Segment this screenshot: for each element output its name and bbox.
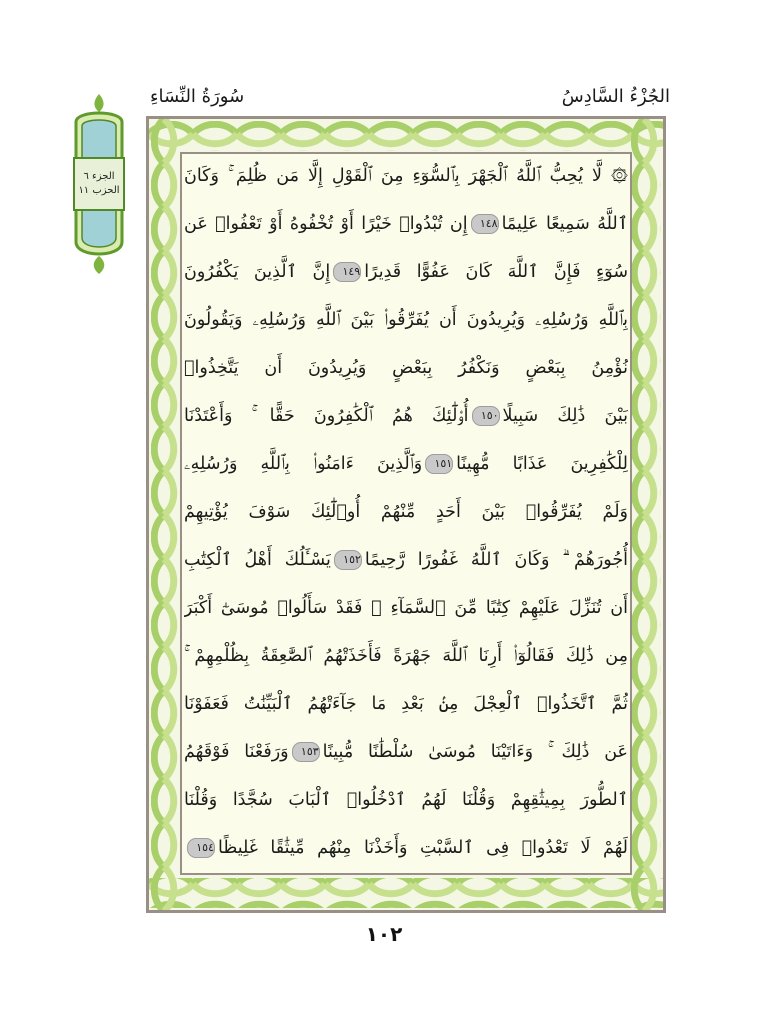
verse-line: [184, 296, 628, 344]
verse-text: بَيْنَ ذَٰلِكَ سَبِيلًا: [502, 406, 628, 426]
verse-text: وَرَفَعْنَا فَوْقَهُمُ: [184, 742, 289, 762]
verse-line: [184, 200, 628, 248]
verse-text: إِنَّ ٱلَّذِينَ يَكْفُرُونَ: [184, 262, 331, 282]
verse-text: بِٱللَّهِ وَرُسُلِهِۦ وَيُرِيدُونَ أَن يُفَرِّقُوا۟ بَيْنَ ٱللَّهِ وَرُسُلِهِۦ وَيَقُولُونَ: [184, 310, 628, 330]
hizb-label: الحزب ١١: [78, 185, 120, 196]
verse-line: [184, 536, 628, 584]
ayah-number-marker: ١٥٣: [292, 742, 320, 762]
verse-line: [184, 728, 628, 776]
page-number: ١٠٢: [365, 922, 403, 946]
verse-line: [184, 584, 628, 632]
verse-line: [184, 632, 628, 680]
verse-line: [184, 824, 628, 872]
verse-text: ٱلطُّورَ بِمِيثَٰقِهِمْ وَقُلْنَا لَهُمُ ٱدْخُلُوا۟ ٱلْبَابَ سُجَّدًا وَقُلْنَا: [184, 790, 628, 810]
verse-text: ثُمَّ ٱتَّخَذُوا۟ ٱلْعِجْلَ مِنۢ بَعْدِ مَا جَآءَتْهُمُ ٱلْبَيِّنَٰتُ فَعَفَوْنَا: [184, 694, 628, 714]
verse-text: أُجُورَهُمْ ۗ وَكَانَ ٱللَّهُ غَفُورًا رَّحِيمًا: [364, 550, 628, 570]
verse-line: [184, 344, 628, 392]
verse-text: أَن تُنَزِّلَ عَلَيْهِمْ كِتَٰبًا مِّنَ ٱلسَّمَآءِ ۚ فَقَدْ سَأَلُوا۟ مُوسَىٰٓ أَكْبَرَ: [184, 598, 628, 618]
verse-line: [184, 680, 628, 728]
verse-text: إِن تُبْدُوا۟ خَيْرًا أَوْ تُخْفُوهُ أَوْ تَعْفُوا۟ عَن: [184, 214, 468, 234]
verse-text: سُوٓءٍ فَإِنَّ ٱللَّهَ كَانَ عَفُوًّا قَدِيرًا: [364, 262, 628, 282]
verse-text: لَهُمْ لَا تَعْدُوا۟ فِى ٱلسَّبْتِ وَأَخَذْنَا مِنْهُم مِّيثَٰقًا غَلِيظًا: [218, 838, 628, 858]
verse-line: [184, 488, 628, 536]
verse-text: عَن ذَٰلِكَ ۚ وَءَاتَيْنَا مُوسَىٰ سُلْطَٰنًا مُّبِينًا: [322, 742, 628, 762]
ayah-number-marker: ١٥١: [425, 454, 453, 474]
verse-line: [184, 776, 628, 824]
juz-label: الجزء ٦: [83, 171, 115, 182]
verse-line: [184, 248, 628, 296]
juz-title: الجُزْءُ السَّادِسُ: [561, 86, 670, 107]
ayah-number-marker: ١٥٢: [334, 550, 362, 570]
verse-line: [184, 392, 628, 440]
verse-lines: [184, 152, 628, 872]
verse-text: ۞ لَّا يُحِبُّ ٱللَّهُ ٱلْجَهْرَ بِٱلسُّوٓءِ مِنَ ٱلْقَوْلِ إِلَّا مَن ظُلِمَ ۚ وَكَانَ: [184, 166, 628, 186]
verse-text: وَٱلَّذِينَ ءَامَنُوا۟ بِٱللَّهِ وَرُسُلِهِۦ: [184, 454, 423, 474]
verse-line: [184, 440, 628, 488]
verse-text: لِلْكَٰفِرِينَ عَذَابًا مُّهِينًا: [456, 454, 628, 474]
verse-text: يَسْـَٔلُكَ أَهْلُ ٱلْكِتَٰبِ: [184, 550, 331, 570]
verse-text: وَلَمْ يُفَرِّقُوا۟ بَيْنَ أَحَدٍ مِّنْهُمْ أُو۟لَٰٓئِكَ سَوْفَ يُؤْتِيهِمْ: [184, 502, 628, 522]
surah-title: سُورَةُ النِّسَاءِ: [150, 86, 245, 107]
verse-line: [184, 152, 628, 200]
verse-text: نُؤْمِنُ بِبَعْضٍ وَنَكْفُرُ بِبَعْضٍ وَيُرِيدُونَ أَن يَتَّخِذُوا۟: [184, 358, 628, 378]
verse-text: أُو۟لَٰٓئِكَ هُمُ ٱلْكَٰفِرُونَ حَقًّا ۚ وَأَعْتَدْنَا: [184, 406, 469, 426]
ayah-number-marker: ١٥٠: [472, 406, 500, 426]
verse-text: ٱللَّهُ سَمِيعًا عَلِيمًا: [501, 214, 628, 234]
ayah-number-marker: ١٤٨: [471, 214, 499, 234]
verse-text: مِن ذَٰلِكَ فَقَالُوٓا۟ أَرِنَا ٱللَّهَ جَهْرَةً فَأَخَذَتْهُمُ ٱلصَّٰعِقَةُ بِظُلْمِهِمْ ۚ: [184, 646, 628, 666]
juz-marker: [74, 160, 124, 208]
ayah-number-marker: ١٤٩: [333, 262, 361, 282]
ayah-number-marker: ١٥٤: [187, 838, 215, 858]
